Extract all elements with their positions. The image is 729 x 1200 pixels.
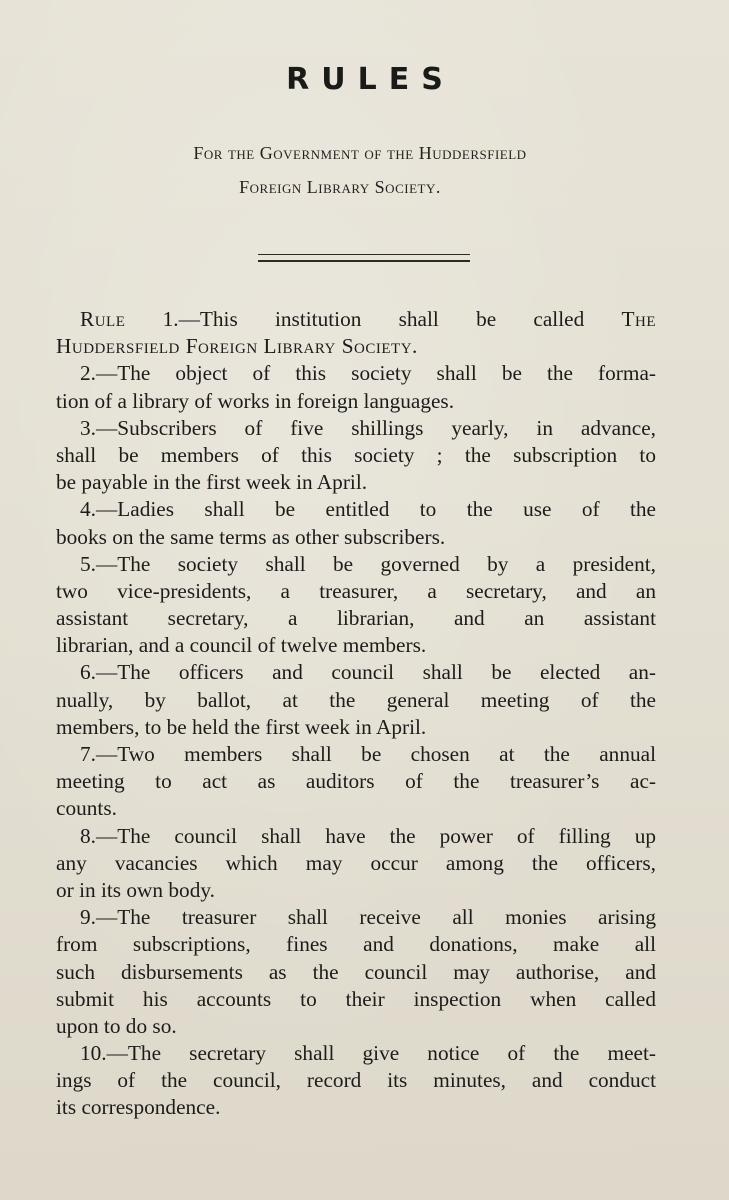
rule-9-line-2: from subscriptions, fines and donations, make all (56, 932, 656, 957)
rule-7-line-3: counts. (56, 796, 117, 821)
rule-6-line-3: members, to be held the first week in April. (56, 714, 427, 739)
rule-1-text: 1.—This institution shall be called (125, 307, 622, 331)
rule-5-line-4: librarian, and a council of twelve members. (56, 633, 427, 658)
rules-text (56, 306, 656, 1122)
rule-label: Rule (80, 307, 126, 331)
rule-5-line-3: assistant secretary, a librarian, and an assistant (56, 606, 656, 631)
page-title: RULES (286, 62, 455, 97)
rule-7-line-1: 7.—Two members shall be chosen at the annual (80, 742, 656, 766)
rule-3-line-2: shall be members of this society ; the subscription to (56, 442, 656, 467)
rule-3-line-3: be payable in the first week in April. (56, 470, 368, 495)
rule-5-line-1: 5.—The society shall be governed by a president, (80, 551, 656, 576)
rule-10-line-3: its correspondence. (56, 1095, 221, 1120)
rule-7-line-2: meeting to act as auditors of the treasurer’s ac- (56, 769, 656, 794)
rule-9-line-5: upon to do so. (56, 1013, 177, 1038)
rule-9-line-1: 9.—The treasurer shall receive all monies arising (80, 905, 656, 930)
rule-2-line-2: tion of a library of works in foreign languages. (56, 388, 455, 413)
rule-5-line-2: two vice-presidents, a treasurer, a secretary, and an (56, 578, 656, 603)
society-name-start: The (621, 307, 656, 331)
rule-8-line-1: 8.—The council shall have the power of filling up (80, 823, 656, 848)
rule-2-line-1: 2.—The object of this society shall be the forma- (80, 361, 656, 386)
rule-8-line-2: any vacancies which may occur among the officers, (56, 850, 656, 875)
rule-1-line-2: Huddersfield Foreign Library Society. (56, 334, 418, 359)
rule-4-line-1: 4.—Ladies shall be entitled to the use of the (80, 497, 656, 522)
rule-3-line-1: 3.—Subscribers of five shillings yearly, in advance, (80, 415, 656, 440)
rule-6-line-1: 6.—The officers and council shall be elected an- (80, 660, 656, 685)
subtitle-line-2: Foreign Library Society. (239, 177, 441, 197)
rule-9-line-4: submit his accounts to their inspection when called (56, 986, 656, 1011)
subtitle-line-1: For the Government of the Huddersfield (193, 143, 527, 163)
rule-9-line-3: such disbursements as the council may authorise, and (56, 959, 656, 984)
rule-4-line-2: books on the same terms as other subscribers. (56, 524, 446, 549)
rule-8-line-3: or in its own body. (56, 877, 215, 902)
rule-10-line-2: ings of the council, record its minutes, and conduct (56, 1068, 656, 1093)
double-rule-divider (258, 254, 470, 262)
rule-6-line-2: nually, by ballot, at the general meeting of the (56, 687, 656, 712)
rule-10-line-1: 10.—The secretary shall give notice of the meet- (80, 1041, 656, 1066)
rule-1-line-1 (56, 306, 656, 333)
